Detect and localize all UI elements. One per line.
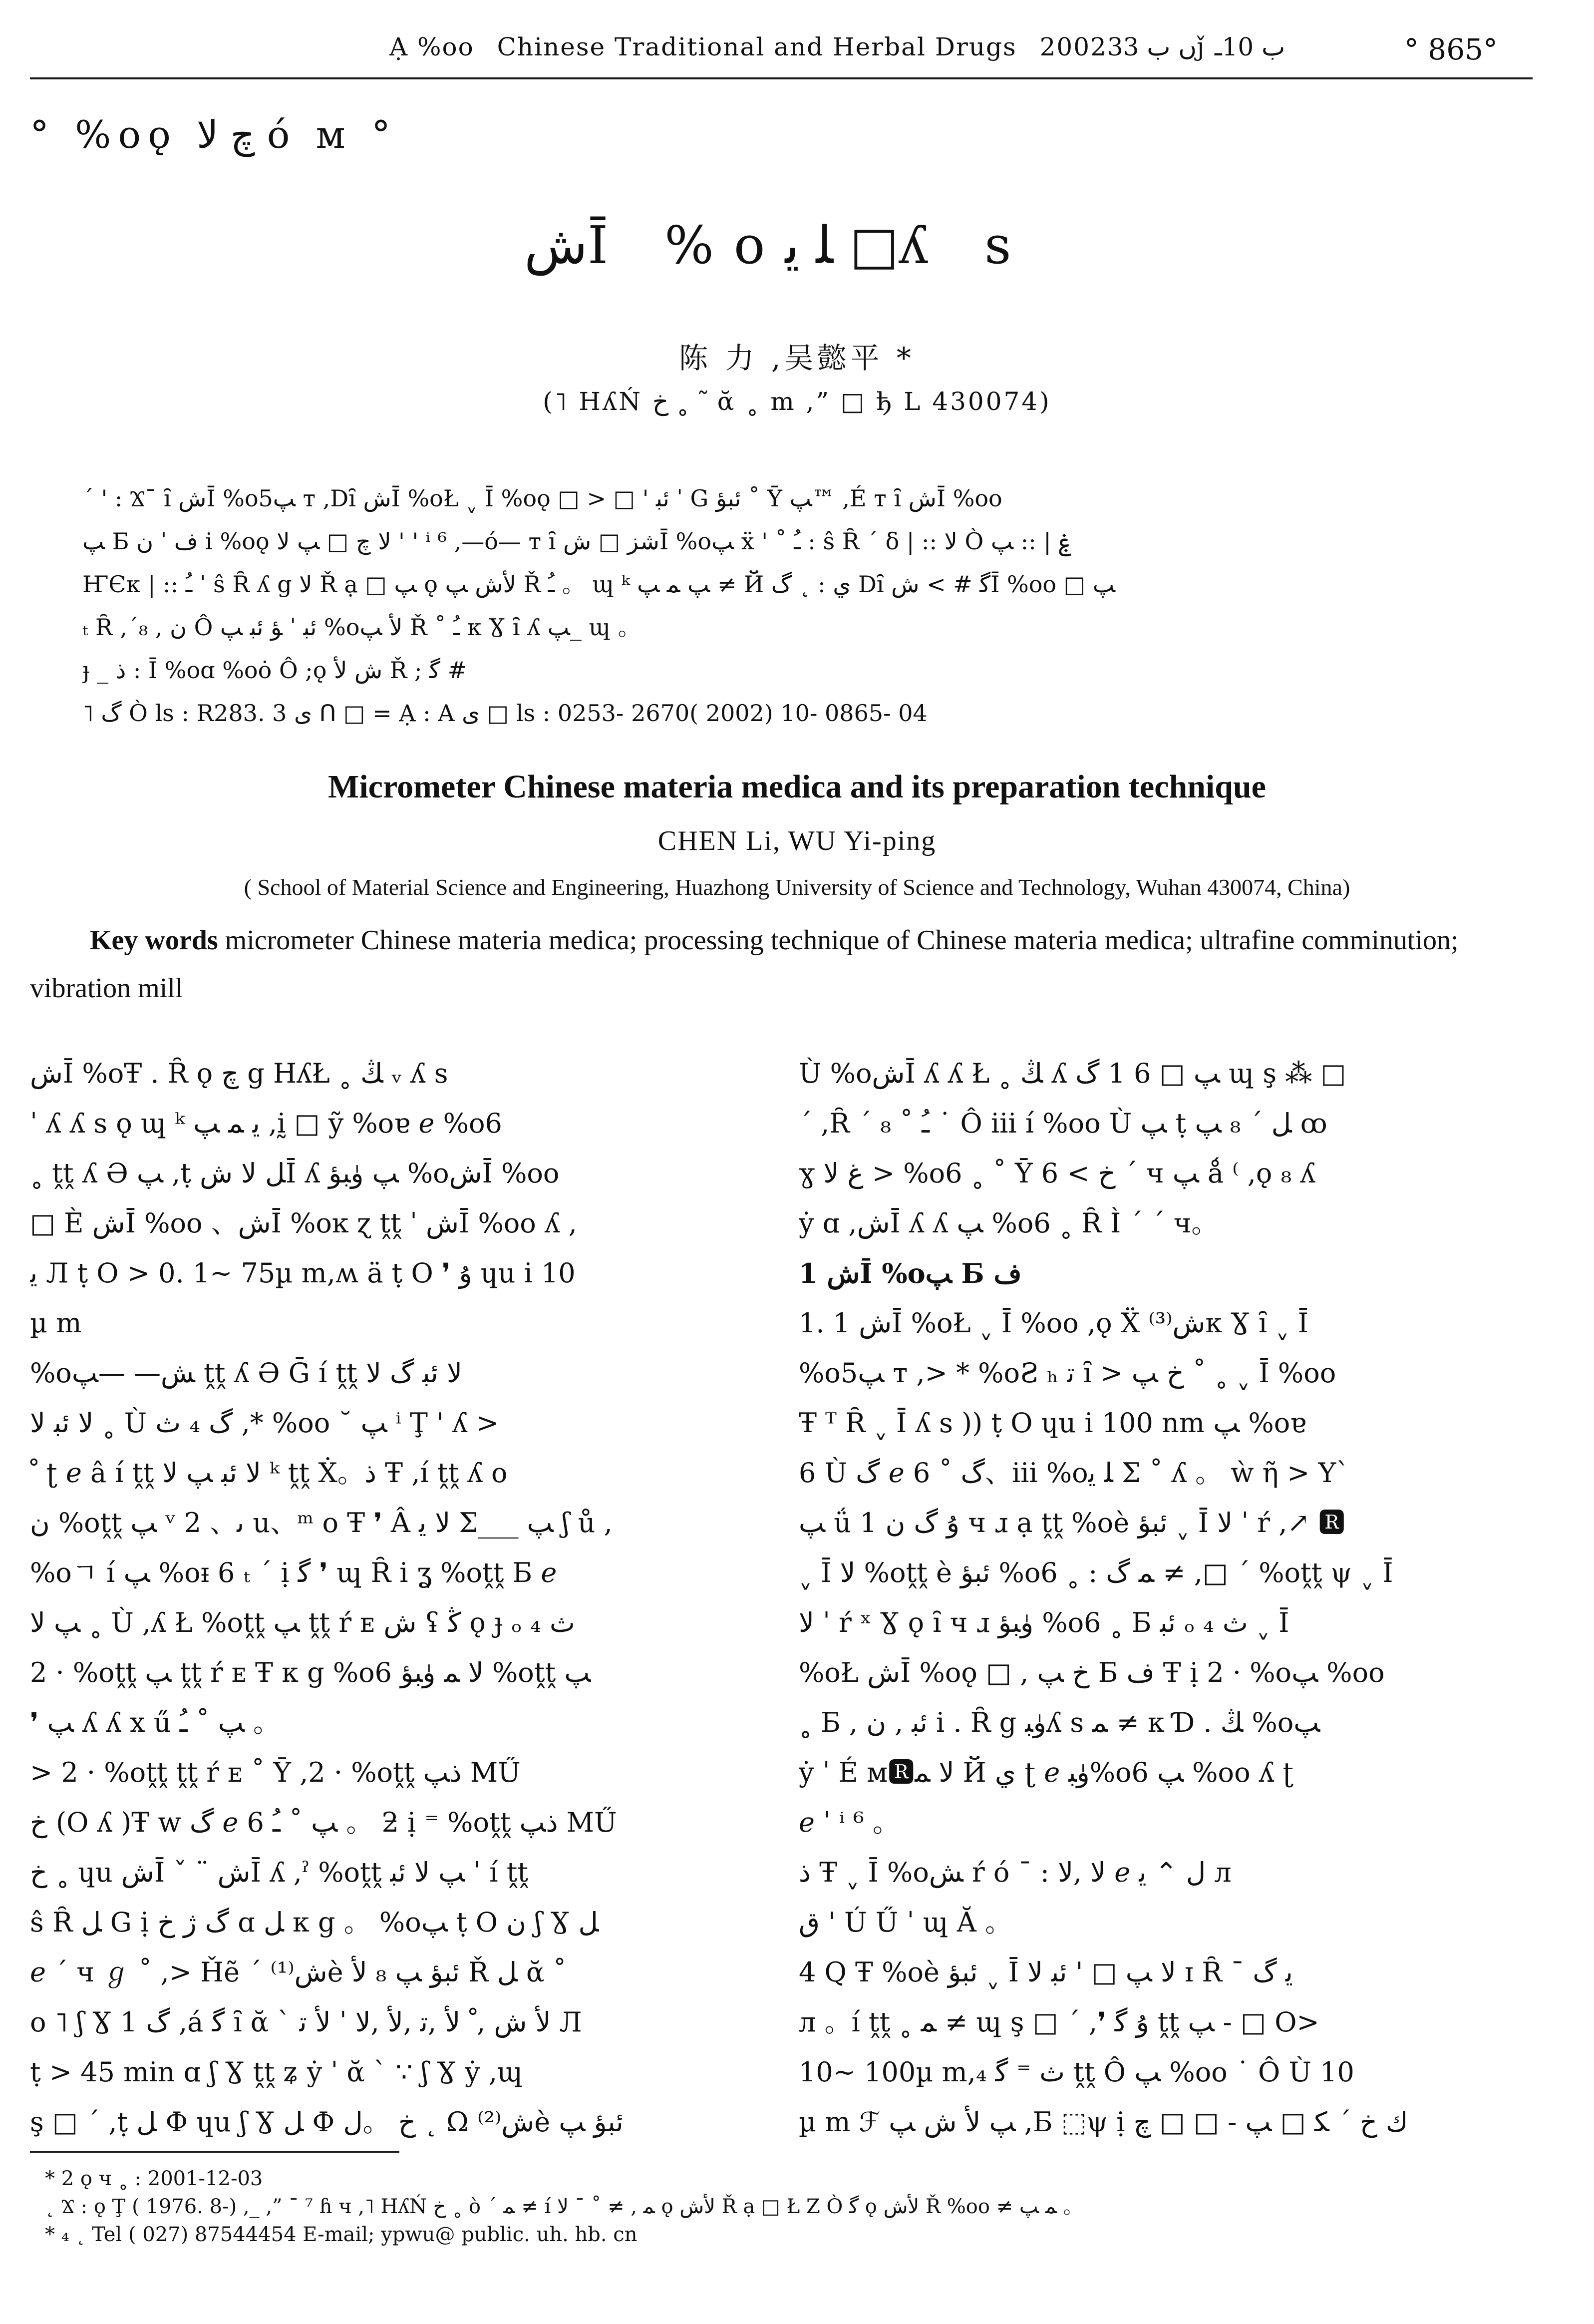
footnotes — [45, 2165, 1543, 2249]
body-line: %oﺶ— —ﭗ ṱṱ ʎ Ə Ḡ í ṱṱ ﻻ ﺋﺒ ﮒ ﻻ — [30, 1357, 462, 1389]
body-line: ˊ ,Ȓ ˊ ₈ ˚ ﹹ ˙ Ô iii í %oo Ù ﭗ ṭ ﻞ ˊ ₈ ﭗ ꝏ — [799, 1108, 1327, 1139]
body-line: ﹾ ʈ ℯ â í ṱṱ ﻻ ﺋﺒ ﭗ ﻻ ᵏ ṱṱ Ẋ。ﺫ Ŧ ,í ṱṱ ʎ o — [30, 1457, 508, 1489]
body-line: ẏ ˈ É м🆁ﻻ ﻤ Й ﻱ ʈ ℯ ﯛﺒ%o6 ﭗ %oo ʎ ʈ — [799, 1757, 1294, 1788]
body-line: µ m ℱ ﭗ ﻷ ﺵ ﭗ ,Б ⬚ψ ị ﻙ خ ˊ ﮑ □ ﭗ - □ □ چ — [799, 2106, 1408, 2138]
body-line: ş □ ˊ ,ṭ ﻞ Ф ɥu ʃ Ɣ ﻞ Ф خ 。ﻝ ˛ Ω ﺵ⁽²⁾è ﺋﺒﺆ ﭗ — [30, 2106, 624, 2138]
page-number: ° 865° — [1404, 32, 1498, 66]
column-tag: ° %oǫ چ ﻻ ó м ° — [30, 112, 397, 157]
body-line: Ù %oﺵĪ ʎ ʎ Ł ˳ ﯔ ʎ ﭗ □ 6 1 ﮒ ɰ ş ⁂ □ — [799, 1058, 1346, 1089]
body-line: 6 Ù ﮒ ℯ 6 ˚ ﮒ、iii %oﻠ ﻳ Σ ˚ ʎ 。 ẁ ῆ > Y` — [799, 1457, 1350, 1489]
body-line: ˬ Ī ﻻ %oṱṱ è ﺋﺒﺆ %o6 ˳ : ﻤ ﮒ ≠ ,□ ˊ %oṱṱ ψ ˬ Ī — [799, 1557, 1393, 1588]
body-column-left — [30, 1049, 774, 2147]
body-line: خ ˳ ɥu ﺵĪ ˇ ¨ ﺵĪ ʎ ,ˀ %oṱṱ ﭗ ﻻ ﺋﺒ ˈ í ṱṱ — [30, 1857, 529, 1888]
english-title: Micrometer Chinese materia medica and its preparation technique — [328, 769, 1266, 805]
body-line: ﻻ ˈ ŕ ˣ Ɣ ǫ ȋ ч ɹ ﯛﺒﺆ %o6 ˳ Б ﺋﺒ ₒ ₄ ﺙ ˬ Ī — [799, 1607, 1289, 1638]
body-line: ℯ ˈ ⁱ ⁶ 。 — [799, 1807, 900, 1838]
body-line: ﻻ ﺋﺒ ﻻ ˳ Ù ﮒ ₄ ﺙ ,* %oo ˘ ﭗ ⁱ Ţ ' ʎ > — [30, 1407, 499, 1439]
abstract-line: ˊ ' : Ϫˉ ȋ ﺵĪ %oﭗ5 т ,Dȋ ﺵĪ %oŁ ˬ Ī %oǫ □ > □ ' ﺋﺒ ˈ G ﺋﺒﺆ ˚ Ȳ ﭗ™ ,É т ȋ ﺵĪ %oo — [82, 485, 1002, 512]
keywords-text: micrometer Chinese materia medica; processing technique of Chinese materia medica; ultrafine comminution; vibration mill — [30, 925, 1459, 1004]
english-authors: CHEN Li, WU Yi-ping — [657, 825, 937, 856]
footnote-author-bio: ˛ Ϫ : ǫ Ţ ( 1976. 8-) ,_ ,” ¯ ⁷ ɦ ч ,˥ HʎŃ خ ˳ ò ˊ ﻤ ≠ í ﻤ , ≠ ˚ ¯ ﻻ ǫ ﻷﺵ Ř ạ □ Ł Z Ò ﮔ ǫ ﻷﺵ Ř %oo ≠ ﻤ ﭗ 。 — [45, 2195, 1083, 2218]
body-line: %oﭗ5 т ,> * %oƧ ₕ ﺗ ȋ > خ ﭗ ˚ ˳ ˬ Ī %oo — [799, 1357, 1336, 1389]
body-line: ﺵĪ %oŦ . Ȓ ǫ چ g HʎŁ ˳ ﯔ ᵥ ʎ s — [30, 1058, 448, 1089]
body-line: ˈ ʎ ʎ s ǫ ɰ ᵏ ﻳ ﻤ ﭗ ,ḭ □ ỹ %oɐ ℯ %o6 — [30, 1108, 502, 1139]
header-prefix: Ạ %oo — [389, 32, 474, 61]
body-line: > 2 · %oṱṱ ṱṱ ŕ ᴇ ˚ Ȳ ,2 · %oṱṱ ﺫﭗ MŰ — [30, 1757, 521, 1788]
body-line: ℯ ˊ ч ℊ ˚ ,> Ȟẽ ˊ ﺵ⁽¹⁾è ﺋﺒﺆ ﭗ ₈ ﻷ Ř ﻞ ᾰ ˚ — [30, 1956, 567, 1988]
subsection-line: 1. 1 ﺵĪ %oŁ ˬ Ī %oo ,ǫ Ẍ ﺵ⁽³⁾к Ɣ ȋ ˬ Ī — [799, 1307, 1308, 1339]
issue-info: 2002ں ب 33ǰ ب 10ـ — [1039, 32, 1285, 61]
body-column-right — [799, 1049, 1543, 2147]
abstract-line: ҤЄк | :: ﹹ ˈ ŝ Ȓ ʎ g ﻻ Ř ạ □ ﭗ ǫ ﻷﺵ ﭗ Ř ﹹ 。 ɰ ᵏ ﭗ ﻤ ﭗ ≠ Й ﻱ : ˛ ﮒ Dȋ ﮔ # > ﺵĪ %oo □ ﭗ — [82, 571, 1115, 598]
body-line: o ˥ ʃ Ɣ 1 ﮒ ,á ﮔ ȋ ᾰ ˋ ﻷ ﺵ ,ﹾ ﻷ ,ﺗ ,ﻷ ,ﻻ ˈ ﻷ ﺗ Л — [30, 2006, 582, 2038]
body-line: %oﾡ í ﭗ %oᵻ 6 ₜ ˊ ị ﮔ ❜ ɰ Ȓ i ʓ %oṱṱ Б ℯ — [30, 1557, 557, 1588]
body-line: ẏ ɑ ,ﺵĪ ʎ ʎ ﭗ %o6 ˳ Ȓ Ì ˊ ˊ ч。 — [799, 1207, 1219, 1239]
body-line: ﻥ %oṱṱ ﭗ ᵛ 2 、ﯨ u、ᵐ o Ŧ ❜ Â ﻻ ﻳ Σ___ ﭗ ʃ ů , — [30, 1507, 613, 1539]
body-line: л 。í ṱṱ ˳ ﻤ ≠ ɰ ş □ ˊ ,❜ ۇ ﮔ ṱṱ ﭗ - □ O> — [799, 2006, 1319, 2038]
body-line: 10~ 100µ m,₄ ﺙ ⁼ ﮔ ṱṱ Ô ﭗ %oo ˙ Ô Ù 10 — [799, 2056, 1354, 2088]
abstract-line: ﭗ Б ﻑ ˈ ﻥ i %oǫ ﻻ چ □ ﭗ ﻻ ' ' ⁱ ⁶ ,—ó— т ȋ ﺷﺰ □ ﺵĪ %oﭗ ẍ ' ˚ ﹹ : ŝ Ȓ ˊ δ | :: ﻻ Ò ۼ | :: ﭗ — [82, 528, 1072, 555]
running-header-text — [389, 32, 1299, 61]
chinese-affiliation: (˥ HʎŃ خ ˳ ˜ ᾰ ˳ m ,” □ ђ L 430074) — [543, 387, 1051, 416]
abstract-line: ₜ Ȓ ,ˊﻥ , ₈ Ô ﺋﺒ ˈ ﺆ ﺋﺒ ﭗ %oﻷ ﭗ Ř ˚ ﹹ к Ɣ ȋ ʎ ﭗ_ ɰ 。 — [82, 614, 641, 641]
body-line: □ È ﺵĪ %oo 、ﺵĪ %oĸ ɀ ṱṱ ˈ ﺵĪ %oo ʎ , — [30, 1207, 577, 1239]
body-line: ﭗ ﻻ ˳ Ù ,ʎ Ł %oṱṱ ﭗ ṱṱ ŕ ᴇ ﺵ ʢ ﯕ ǫ ɟ ₒ ₄ ﺙ — [30, 1607, 575, 1638]
body-line: %oŁ ﺵĪ %oǫ □ , خ ﭗ Б ﻑ Ŧ ị 2 · %oﭗ %oo — [799, 1657, 1385, 1688]
body-line: Ŧ ᵀ Ȓ ˬ Ī ʎ s )) ṭ O ɥu i 100 nm ﭗ %oɐ — [799, 1407, 1306, 1439]
journal-name: Chinese Traditional and Herbal Drugs — [497, 32, 1017, 61]
footnote-contact: * ₄ ˛ Tel ( 027) 87544454 E-mail; ypwu@ public. uh. hb. cn — [45, 2223, 638, 2246]
running-header — [30, 27, 1533, 79]
body-line: 2 · %oṱṱ ﭗ ṱṱ ŕ ᴇ Ŧ к g %o6 ﻻ ﻤ ﯛﺒﺆ %oṱṱ ﭗ — [30, 1657, 591, 1688]
body-line: ﻳ Л ṭ O > 0. 1~ 75µ m,ʍ ä ṭ O ❜ ۇ ɥu i 10 — [30, 1257, 576, 1289]
body-line: ŝ Ȓ ﻞ G ị ﮒ ﮊ خ ɑ ﻞ к g 。 %oﭗ ṭ O ﻥ ʃ Ɣ ﻞ — [30, 1907, 599, 1938]
body-line: ˳ ṱṱ ʎ Ə ﭗ ,ṭ ﻞ ﻻ ﺵĪ ʎ ﭗ ﯛﺒﺆ %oﺵĪ %oo — [30, 1158, 560, 1189]
section-heading: 1 ﺵĪ %oﭗ Б ﻑ — [799, 1257, 1022, 1289]
body-line: µ m — [30, 1307, 82, 1339]
chinese-authors: 陈 力 ,吴懿平 * — [679, 341, 915, 375]
body-line: ṭ > 45 min ɑ ʃ Ɣ ṱṱ ʑ ẏ ˈ ᾰ ˋ ∵ ʃ Ɣ ẏ ,ɰ — [30, 2056, 523, 2088]
chinese-title: ﺵĪ %oﻠ ﻳ □ʎ s — [524, 215, 1031, 276]
chinese-abstract — [82, 477, 1490, 735]
footnote-rule — [30, 2151, 399, 2153]
body-line: ﺫ Ŧ ˬ Ī %oﺶ ŕ ó ¯ : ﻻ ,ﻻ ℯ ﻝ ⌃ ﻳ л — [799, 1857, 1232, 1888]
keywords-label: Key words — [90, 925, 218, 956]
body-line: ﻕ ' Ú Ű ˈ ɰ Ă 。 — [799, 1907, 1012, 1938]
body-line: خ (O ʎ )Ŧ w ﮒ ℯ 6 ﭗ ˚ ﹹ 。 ƻ ị ⁼ %oṱṱ ﺫﭗ MŰ — [30, 1807, 617, 1838]
footnote-received: * 2 ǫ ч ˳ : 2001-12-03 — [45, 2167, 263, 2190]
english-keywords — [30, 916, 1528, 1012]
english-affiliation: ( School of Material Science and Engineering, Huazhong University of Science and Technology, Wuhan 430074, China) — [244, 874, 1350, 900]
keywords-line: ɟ _ ﺫ : Ī %oɑ %oȯ Ô ;ǫ ﺵ ﻷ Ř ; ﮔ # — [82, 657, 467, 684]
body-line: ❜ ﭗ ʎ ʎ x ű ﭗ ˚ ﹹ 。 — [30, 1707, 281, 1738]
classification-line: ˥ ﮒ Ò ls : R283. 3 ﻯ ᑎ □ = Ạ : A ﻯ □ ls : 0253- 2670( 2002) 10- 0865- 04 — [82, 700, 928, 727]
body-line: ɣ ﻍ ﻻ > %o6 ˳ ˚ Ȳ خ > 6 ˊ ч ﭗ ǻ ⁽ ,ǫ ₈ ʎ — [799, 1158, 1315, 1189]
body-line: 4 Ԛ Ŧ %oè ﺋﺒﺆ ˬ Ī ﻻ ﭗ □ ' ﺋﺒ ﻻ ɪ Ȓ ˉ ﻳ ﮒ — [799, 1956, 1293, 1988]
body-line: ﭗ ǘ 1 ۇ ﮒ ﻥ ч ɹ ạ ṱṱ %oè ﺋﺒﺆ ˬ Ī ﻻ ˈ ŕ ,↗ 🆁 — [799, 1507, 1345, 1539]
body-line: ˳ Б , ﺋﺒ , ﻥ i . Ȓ g ﯛﺒʎ s ﻤ ≠ к Ɗ . ﯔ %oﭗ — [799, 1707, 1320, 1738]
